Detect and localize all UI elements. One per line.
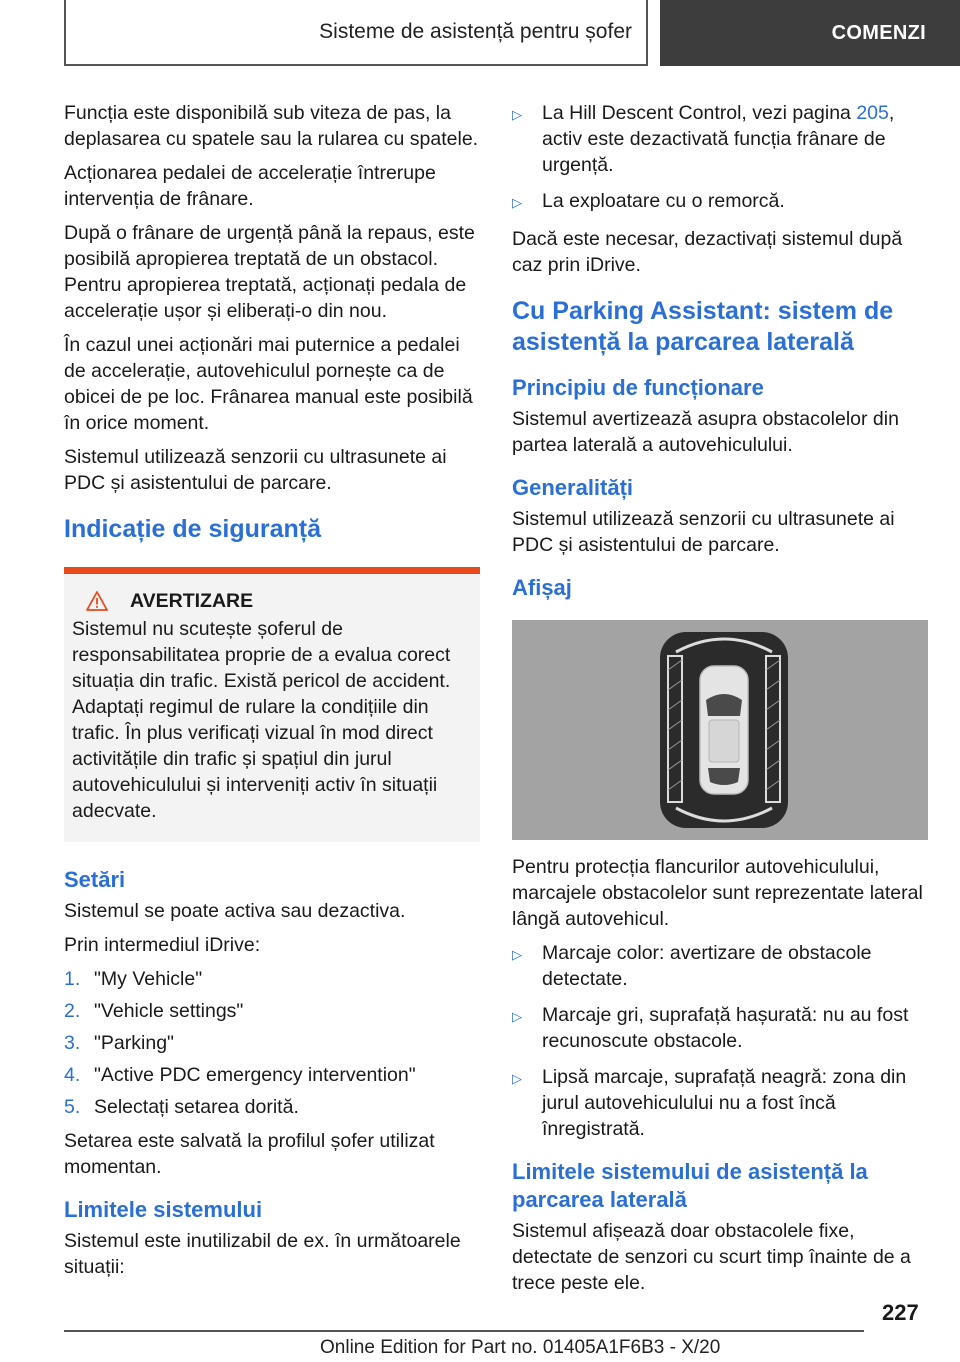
- safety-heading: Indicație de siguranță: [64, 515, 322, 543]
- list-item: [64, 1094, 480, 1120]
- parking-display-image: [512, 620, 928, 840]
- paragraph: Sistemul utilizează senzorii cu ultrasunete ai PDC și asistentului de parcare.: [64, 446, 447, 494]
- triangle-bullet-icon: ▷: [512, 947, 522, 962]
- left-column: [64, 100, 480, 1288]
- list-item: [512, 100, 928, 178]
- list-item: [512, 188, 928, 216]
- triangle-bullet-icon: ▷: [512, 1071, 522, 1086]
- paragraph: În cazul unei acționări mai puternice a pedalei de accelerație, autovehiculul pornește ca de obicei de pe loc. Frânarea manual este posibilă în orice moment.: [64, 334, 473, 434]
- warning-text: Sistemul nu scutește șoferul de responsabilitatea proprie de a evalua corect situația din trafic. Există pericol de accident. Adaptați regimul de rulare la condițiile din trafic. În plus verificați vizual în mod direct activitățile din trafic și spațiul din jurul autovehiculului și interveniți activ în situații adecvate.: [72, 618, 451, 822]
- list-item: [64, 1062, 480, 1088]
- paragraph: Sistemul avertizează asupra obstacolelor din partea laterală a autovehiculului.: [512, 408, 899, 456]
- triangle-bullet-icon: ▷: [512, 107, 522, 122]
- warning-box: [64, 567, 480, 842]
- list-item: [512, 1002, 928, 1054]
- settings-heading: Setări: [64, 867, 126, 892]
- step-text: "Vehicle settings": [94, 1000, 244, 1022]
- triangle-bullet-icon: ▷: [512, 1009, 522, 1024]
- right-column: [512, 100, 928, 1304]
- bullet-text: Marcaje gri, suprafață hașurată: nu au fost recunoscute obstacole.: [542, 1004, 909, 1052]
- step-text: Selectați setarea dorită.: [94, 1096, 299, 1118]
- paragraph: Setarea este salvată la profilul șofer utilizat momentan.: [64, 1130, 435, 1178]
- step-number: 1.: [64, 968, 81, 990]
- bullet-list-top: [512, 100, 928, 216]
- limits-heading: Limitele sistemului: [64, 1197, 263, 1222]
- paragraph: Pentru protecția flancurilor autovehiculului, marcajele obstacolelor sunt reprezentate lateral lângă autovehicul.: [512, 856, 923, 930]
- paragraph: Funcția este disponibilă sub viteza de pas, la deplasarea cu spatele sau la rularea cu spatele.: [64, 102, 479, 150]
- settings-steps-list: [64, 966, 480, 1120]
- step-number: 4.: [64, 1064, 81, 1086]
- bullet-text: La Hill Descent Control, vezi pagina 205, activ este dezactivată funcția frânare de urgență.: [542, 102, 895, 176]
- list-item: [64, 998, 480, 1024]
- footer-divider: [64, 1330, 864, 1332]
- page-header: [0, 0, 960, 66]
- principle-heading: Principiu de funcționare: [512, 375, 764, 400]
- side-parking-limits-heading: Limitele sistemului de asistență la parcarea laterală: [512, 1159, 868, 1212]
- bullet-text: Marcaje color: avertizare de obstacole detectate.: [542, 942, 872, 990]
- list-item: [64, 966, 480, 992]
- paragraph: Prin intermediul iDrive:: [64, 934, 261, 956]
- general-heading: Generalități: [512, 475, 634, 500]
- page-link-205[interactable]: 205: [856, 102, 889, 124]
- paragraph: Sistemul este inutilizabil de ex. în următoarele situații:: [64, 1230, 461, 1278]
- bullet-text: La exploatare cu o remorcă.: [542, 190, 785, 212]
- warning-title-row: [86, 588, 472, 614]
- list-item: [512, 1064, 928, 1142]
- warning-triangle-icon: [86, 591, 108, 611]
- warning-title: AVERTIZARE: [130, 590, 254, 612]
- display-heading: Afișaj: [512, 575, 572, 600]
- car-top-view-icon: [512, 620, 928, 840]
- step-text: "Active PDC emergency intervention": [94, 1064, 416, 1086]
- list-item: [512, 940, 928, 992]
- bullet-text: Lipsă marcaje, suprafață neagră: zona din jurul autovehiculului nu a fost încă înregistrată.: [542, 1066, 907, 1140]
- step-number: 5.: [64, 1096, 81, 1118]
- paragraph: După o frânare de urgență până la repaus, este posibilă apropierea treptată de un obstacol. Pentru apropierea treptată, acționați pedala de accelerație ușor și eliberați-o din nou.: [64, 222, 475, 322]
- parking-assistant-heading: Cu Parking Assistant: sistem de asistență la parcarea laterală: [512, 297, 894, 356]
- paragraph: Sistemul se poate activa sau dezactiva.: [64, 900, 406, 922]
- step-text: "Parking": [94, 1032, 174, 1054]
- list-item: [64, 1030, 480, 1056]
- header-section-title: Sisteme de asistență pentru șofer: [64, 0, 648, 66]
- paragraph: Sistemul utilizează senzorii cu ultrasunete ai PDC și asistentului de parcare.: [512, 508, 895, 556]
- step-text: "My Vehicle": [94, 968, 203, 990]
- step-number: 2.: [64, 1000, 81, 1022]
- triangle-bullet-icon: ▷: [512, 195, 522, 210]
- step-number: 3.: [64, 1032, 81, 1054]
- page-number: 227: [882, 1300, 919, 1325]
- paragraph: Dacă este necesar, dezactivați sistemul după caz prin iDrive.: [512, 228, 903, 276]
- paragraph: Sistemul afișează doar obstacolele fixe, detectate de senzori cu scurt timp înainte de a trece peste ele.: [512, 1220, 911, 1294]
- footer-edition: Online Edition for Part no. 01405A1F6B3 - X/20: [320, 1337, 721, 1358]
- marker-legend-list: [512, 940, 928, 1142]
- header-chapter-tab[interactable]: COMENZI: [660, 0, 960, 66]
- paragraph: Acționarea pedalei de accelerație întrerupe intervenția de frânare.: [64, 162, 436, 210]
